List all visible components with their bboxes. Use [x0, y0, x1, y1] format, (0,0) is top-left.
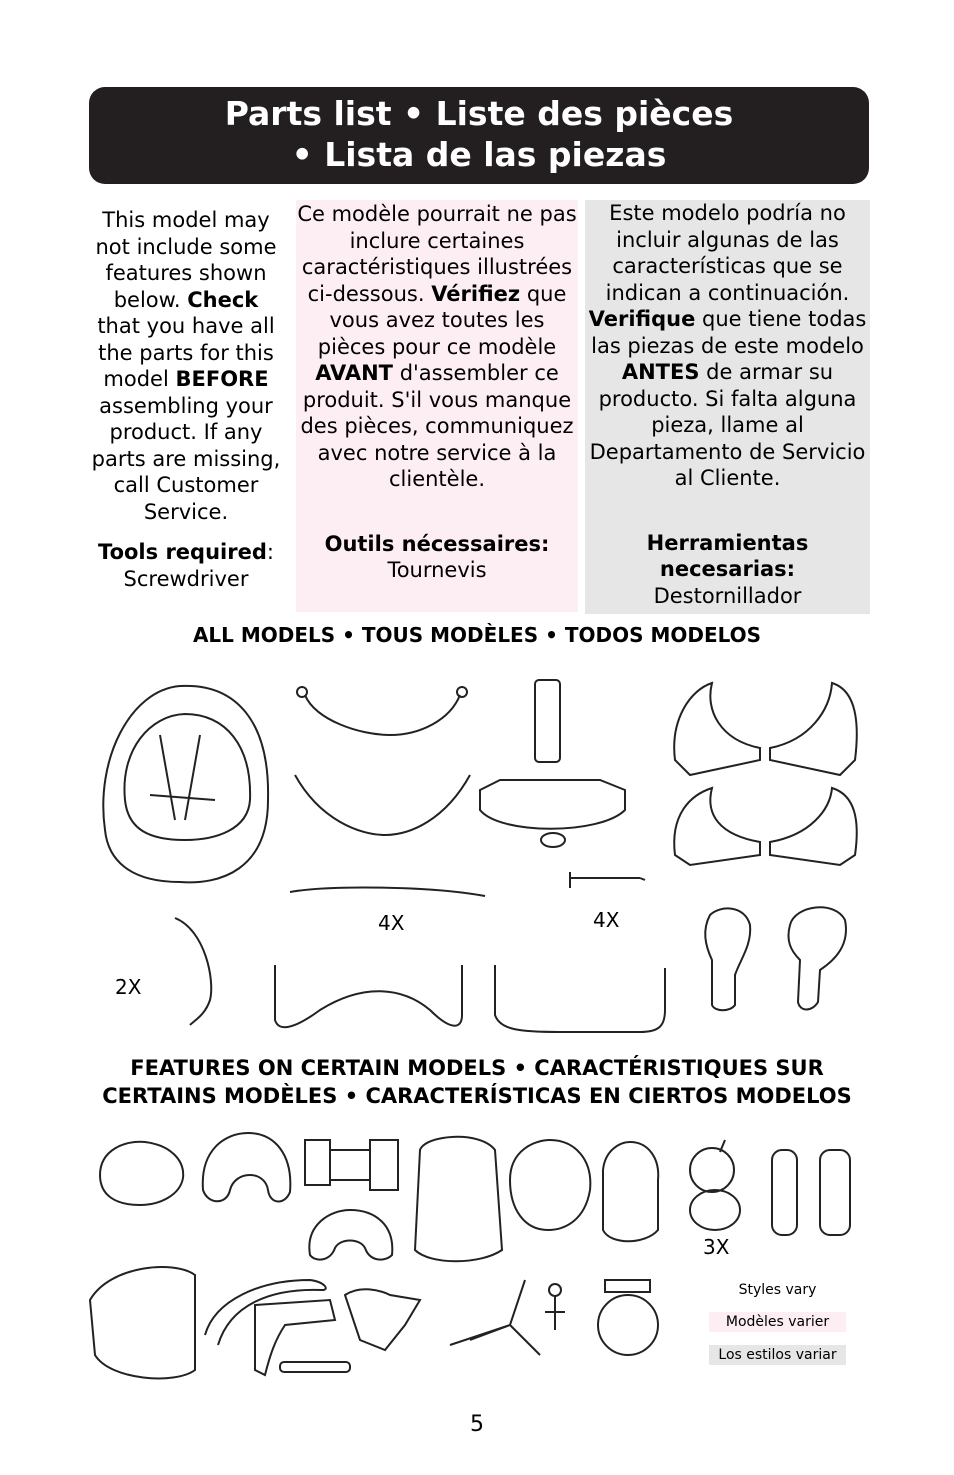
head-support-illustration — [203, 1133, 291, 1202]
body-pillow-illustration — [305, 1140, 398, 1190]
english-tools-label: Tools required — [98, 540, 267, 564]
seat-pad-illustration — [415, 1137, 502, 1261]
teddy-bear-illustration — [690, 1148, 734, 1192]
mobile-arm-illustration — [450, 1280, 540, 1355]
english-before: BEFORE — [175, 367, 269, 391]
banner-title-line1: Parts list • Liste des pièces — [224, 94, 734, 133]
canopy-bar-illustration — [255, 1300, 335, 1375]
seat-liner-illustration — [510, 1140, 590, 1230]
features-heading-line2: CERTAINS MODÈLES • CARACTERÍSTICAS EN CIERTOS MODELOS — [102, 1084, 852, 1108]
handle-2-illustration — [788, 907, 846, 1009]
features-heading — [0, 1054, 954, 1110]
headrest-illustration — [100, 1142, 183, 1205]
french-text-1: Ce modèle pourrait ne pas inclure certaines caractéristiques illustrées ci-dessous. — [297, 202, 577, 306]
tube-illustration — [290, 887, 485, 896]
french-avant: AVANT — [315, 361, 394, 385]
page-number: 5 — [470, 1412, 484, 1437]
toy-bar-illustration — [280, 1362, 350, 1372]
mobile-sphere-illustration — [598, 1295, 658, 1355]
french-tools-label: Outils nécessaires: — [324, 531, 550, 556]
infant-insert-illustration — [309, 1210, 392, 1260]
all-models-heading: ALL MODELS • TOUS MODÈLES • TODOS MODELOS — [192, 623, 762, 647]
quantity-3x-toys: 3X — [703, 1235, 730, 1259]
spanish-antes: ANTES — [621, 360, 700, 384]
wire-arch-illustration — [295, 775, 470, 835]
carry-bar-illustration — [305, 695, 460, 735]
leg-4-illustration — [770, 788, 857, 865]
leg-1-illustration — [674, 683, 760, 775]
quantity-2x-rod: 2X — [115, 975, 142, 999]
english-text-3: assembling your product. If any parts are missing, call Customer Service. — [91, 393, 281, 524]
hub-post-illustration — [535, 680, 560, 762]
cow-toy-illustration — [820, 1150, 850, 1235]
frame-arch-2-illustration — [495, 965, 665, 1032]
features-heading-line1: FEATURES ON CERTAIN MODELS • CARACTÉRISTIQUES SUR — [130, 1056, 824, 1080]
english-tools-value: Screwdriver — [123, 566, 249, 591]
styles-vary-en: Styles vary — [738, 1282, 817, 1298]
tray-base-illustration — [480, 780, 625, 829]
curved-rod-illustration — [175, 918, 211, 1025]
french-text-3: d'assembler ce produit. S'il vous manque des pièces, communiquez avec notre service à la clientèle. — [300, 361, 574, 491]
english-check: Check — [187, 287, 259, 312]
styles-vary-fr: Modèles varier — [709, 1312, 846, 1332]
spanish-text-3: de armar su producto. Si falta alguna pieza, llame al Departamento de Servicio al Cliente. — [589, 360, 866, 490]
french-verifiez: Vérifiez — [431, 281, 521, 306]
spanish-text-1: Este modelo podría no incluir algunas de las características que se indican a continuación. — [605, 201, 850, 305]
canopy-arch-illustration — [205, 1280, 326, 1345]
french-text-2: que vous avez toutes les pièces pour ce modèle — [317, 281, 567, 359]
frame-arch-1-illustration — [275, 965, 462, 1027]
english-text-1: This model may not include some features shown below. — [95, 208, 277, 312]
spanish-verifique: Verifique — [588, 307, 696, 331]
leg-2-illustration — [770, 683, 857, 775]
quantity-4x-screw: 4X — [593, 908, 620, 932]
screw-illustration — [570, 872, 645, 888]
french-tools-value: Tournevis — [387, 558, 487, 582]
banner-title-line2: • Lista de las piezas — [291, 135, 667, 174]
mobile-hook-illustration — [549, 1284, 561, 1296]
seat-illustration — [103, 686, 268, 883]
english-tools-colon: : — [266, 540, 274, 564]
baby-liner-illustration — [603, 1142, 658, 1241]
spanish-tools-value: Destornillador — [653, 583, 802, 608]
styles-vary-es: Los estilos variar — [709, 1345, 846, 1365]
spanish-tools-label: Herramientas necesarias: — [646, 530, 809, 581]
butterfly-toy-illustration — [345, 1289, 420, 1350]
giraffe-toy-illustration — [772, 1150, 797, 1235]
spanish-text-2: que tiene todas las piezas de este modelo — [591, 307, 867, 358]
handle-1-illustration — [705, 908, 750, 1010]
leg-3-illustration — [674, 788, 760, 865]
canopy-illustration — [90, 1267, 195, 1378]
quantity-4x-tube: 4X — [378, 911, 405, 935]
english-text-2: that you have all the parts for this model — [97, 314, 275, 391]
